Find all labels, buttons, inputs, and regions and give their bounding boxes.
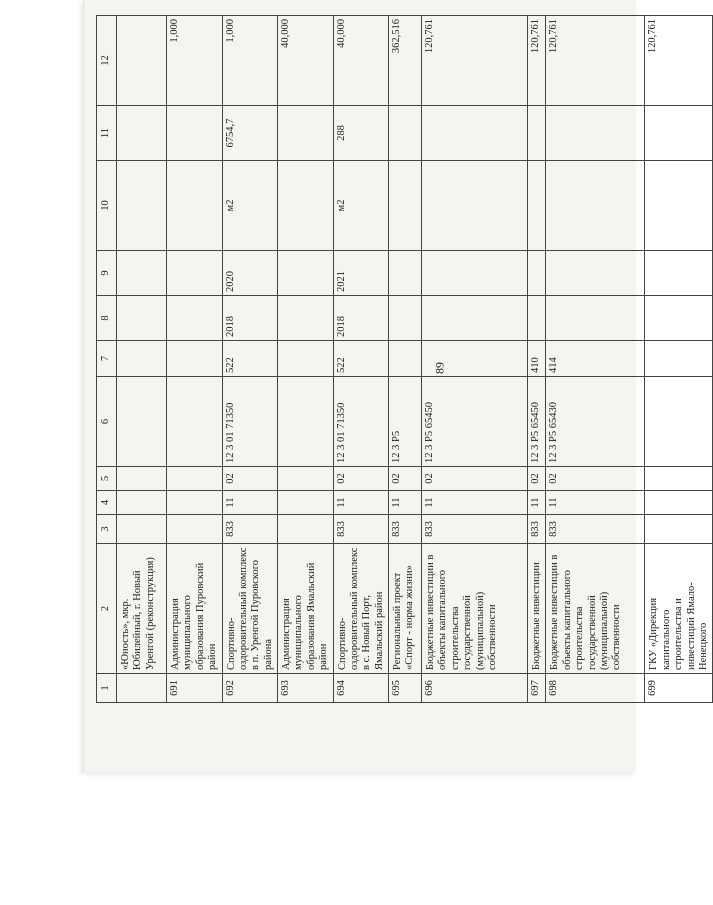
header-cell: 11 xyxy=(97,106,117,161)
cell-col8 xyxy=(167,296,223,341)
cell-col6 xyxy=(278,377,334,467)
cell-col3: 833 xyxy=(333,515,389,544)
cell-col4 xyxy=(278,491,334,515)
cell-col11 xyxy=(167,106,223,161)
row-name: Администрация муниципального образования Пуровский район xyxy=(167,544,223,674)
row-name: ГКУ «Дирекция капитального строительства и инвестиций Ямало-Ненецкого xyxy=(645,544,713,674)
cell-col8 xyxy=(528,296,546,341)
header-cell: 12 xyxy=(97,16,117,106)
cell-col6: 12 3 P5 65450 xyxy=(422,377,528,467)
cell-col7: 522 xyxy=(333,341,389,377)
cell-col3 xyxy=(278,515,334,544)
cell-col10 xyxy=(645,161,713,251)
cell-col7 xyxy=(389,341,422,377)
cell-col11 xyxy=(278,106,334,161)
header-cell: 10 xyxy=(97,161,117,251)
cell-col10 xyxy=(167,161,223,251)
cell-col8 xyxy=(278,296,334,341)
row-name: Региональный проект «Спорт - норма жизни» xyxy=(389,544,422,674)
cell-col11 xyxy=(528,106,546,161)
cell-col12: 1,000 xyxy=(167,16,223,106)
cell-col6 xyxy=(167,377,223,467)
row-name: Спортивно-оздоровительный комплекс в с. Новый Порт, Ямальский район xyxy=(333,544,389,674)
cell-col9 xyxy=(278,251,334,296)
cell-col8 xyxy=(546,296,645,341)
cell-col12: 1,000 xyxy=(222,16,278,106)
cell-col7: 410 xyxy=(528,341,546,377)
row-name: Бюджетные инвестиции xyxy=(528,544,546,674)
row-number: 693 xyxy=(278,674,334,703)
cell-col12: 362,516 xyxy=(389,16,422,106)
cell-col12: 120,761 xyxy=(546,16,645,106)
cell-col4: 11 xyxy=(333,491,389,515)
cell-col3 xyxy=(117,515,167,544)
cell-col3 xyxy=(645,515,713,544)
header-cell: 2 xyxy=(97,544,117,674)
cell-col9 xyxy=(528,251,546,296)
cell-col8 xyxy=(389,296,422,341)
cell-col3: 833 xyxy=(222,515,278,544)
row-number: 691 xyxy=(167,674,223,703)
row-number: 698 xyxy=(546,674,645,703)
cell-col8: 2018 xyxy=(222,296,278,341)
cell-col11 xyxy=(546,106,645,161)
cell-col6 xyxy=(645,377,713,467)
cell-col5: 02 xyxy=(333,467,389,491)
cell-col12: 120,761 xyxy=(528,16,546,106)
cell-col10 xyxy=(117,161,167,251)
table-row xyxy=(278,16,334,703)
table-row xyxy=(222,16,278,703)
page-number: 89 xyxy=(432,362,447,374)
cell-col6: 12 3 01 71350 xyxy=(333,377,389,467)
cell-col5: 02 xyxy=(546,467,645,491)
header-cell: 5 xyxy=(97,467,117,491)
cell-col9 xyxy=(167,251,223,296)
cell-col10: м2 xyxy=(222,161,278,251)
cell-col7 xyxy=(278,341,334,377)
header-cell: 1 xyxy=(97,674,117,703)
cell-col4 xyxy=(167,491,223,515)
cell-col11 xyxy=(389,106,422,161)
header-cell: 3 xyxy=(97,515,117,544)
cell-col10 xyxy=(422,161,528,251)
cell-col11 xyxy=(645,106,713,161)
cell-col11: 288 xyxy=(333,106,389,161)
row-number: 695 xyxy=(389,674,422,703)
cell-col8 xyxy=(422,296,528,341)
cell-col3: 833 xyxy=(422,515,528,544)
cell-col8 xyxy=(645,296,713,341)
cell-col9 xyxy=(645,251,713,296)
cell-col3: 833 xyxy=(546,515,645,544)
row-number: 692 xyxy=(222,674,278,703)
cell-col11 xyxy=(117,106,167,161)
cell-col3: 833 xyxy=(528,515,546,544)
table-row xyxy=(546,16,645,703)
cell-col5 xyxy=(167,467,223,491)
cell-col7 xyxy=(422,341,528,377)
cell-col4: 11 xyxy=(389,491,422,515)
cell-col7 xyxy=(645,341,713,377)
row-number: 699 xyxy=(645,674,713,703)
cell-col6: 12 3 P5 65450 xyxy=(528,377,546,467)
cell-col12: 40,000 xyxy=(333,16,389,106)
cell-col5: 02 xyxy=(422,467,528,491)
cell-col6: 12 3 01 71350 xyxy=(222,377,278,467)
cell-col9: 2020 xyxy=(222,251,278,296)
cell-col5: 02 xyxy=(528,467,546,491)
cell-col7 xyxy=(117,341,167,377)
header-cell: 7 xyxy=(97,341,117,377)
cell-col7: 522 xyxy=(222,341,278,377)
cell-col8 xyxy=(117,296,167,341)
row-number: 696 xyxy=(422,674,528,703)
row-number xyxy=(117,674,167,703)
row-name: Спортивно-оздоровительный комплекс в п. Уренгой Пуровского района xyxy=(222,544,278,674)
header-cell: 8 xyxy=(97,296,117,341)
cell-col7: 414 xyxy=(546,341,645,377)
row-name: Бюджетные инвестиции в объекты капитального строительства государственной (муниципальной) собственности xyxy=(422,544,528,674)
cell-col4: 11 xyxy=(528,491,546,515)
cell-col9 xyxy=(389,251,422,296)
cell-col8: 2018 xyxy=(333,296,389,341)
row-name: Бюджетные инвестиции в объекты капитального строительства государственной (муниципальной) собственности xyxy=(546,544,645,674)
cell-col5 xyxy=(117,467,167,491)
cell-col5 xyxy=(645,467,713,491)
cell-col6: 12 3 P5 xyxy=(389,377,422,467)
budget-table xyxy=(96,15,713,703)
table-row xyxy=(422,16,528,703)
cell-col9 xyxy=(546,251,645,296)
table-row xyxy=(645,16,713,703)
cell-col5 xyxy=(278,467,334,491)
table-row xyxy=(333,16,389,703)
table-row xyxy=(389,16,422,703)
cell-col4 xyxy=(645,491,713,515)
cell-col6 xyxy=(117,377,167,467)
header-cell: 9 xyxy=(97,251,117,296)
row-name: Администрация муниципального образования Ямальский район xyxy=(278,544,334,674)
cell-col10 xyxy=(546,161,645,251)
cell-col9 xyxy=(422,251,528,296)
rotated-table-container xyxy=(96,16,709,703)
cell-col12: 120,761 xyxy=(645,16,713,106)
table-row xyxy=(117,16,167,703)
cell-col11 xyxy=(422,106,528,161)
cell-col11: 6754,7 xyxy=(222,106,278,161)
row-number: 697 xyxy=(528,674,546,703)
header-cell: 4 xyxy=(97,491,117,515)
cell-col5: 02 xyxy=(389,467,422,491)
cell-col10 xyxy=(278,161,334,251)
cell-col12: 120,761 xyxy=(422,16,528,106)
cell-col10 xyxy=(528,161,546,251)
cell-col3 xyxy=(167,515,223,544)
cell-col4: 11 xyxy=(422,491,528,515)
table-row xyxy=(167,16,223,703)
row-number: 694 xyxy=(333,674,389,703)
header-row xyxy=(97,16,117,703)
cell-col9 xyxy=(117,251,167,296)
cell-col7 xyxy=(167,341,223,377)
header-cell: 6 xyxy=(97,377,117,467)
cell-col9: 2021 xyxy=(333,251,389,296)
cell-col4: 11 xyxy=(546,491,645,515)
cell-col4: 11 xyxy=(222,491,278,515)
cell-col6: 12 3 P5 65430 xyxy=(546,377,645,467)
cell-col4 xyxy=(117,491,167,515)
cell-col3: 833 xyxy=(389,515,422,544)
row-name: «Юность», мкр. Юбилейный, г. Новый Уренгой (реконструкция) xyxy=(117,544,167,674)
cell-col12: 40,000 xyxy=(278,16,334,106)
cell-col10 xyxy=(389,161,422,251)
table-row xyxy=(528,16,546,703)
cell-col12 xyxy=(117,16,167,106)
cell-col10: м2 xyxy=(333,161,389,251)
cell-col5: 02 xyxy=(222,467,278,491)
